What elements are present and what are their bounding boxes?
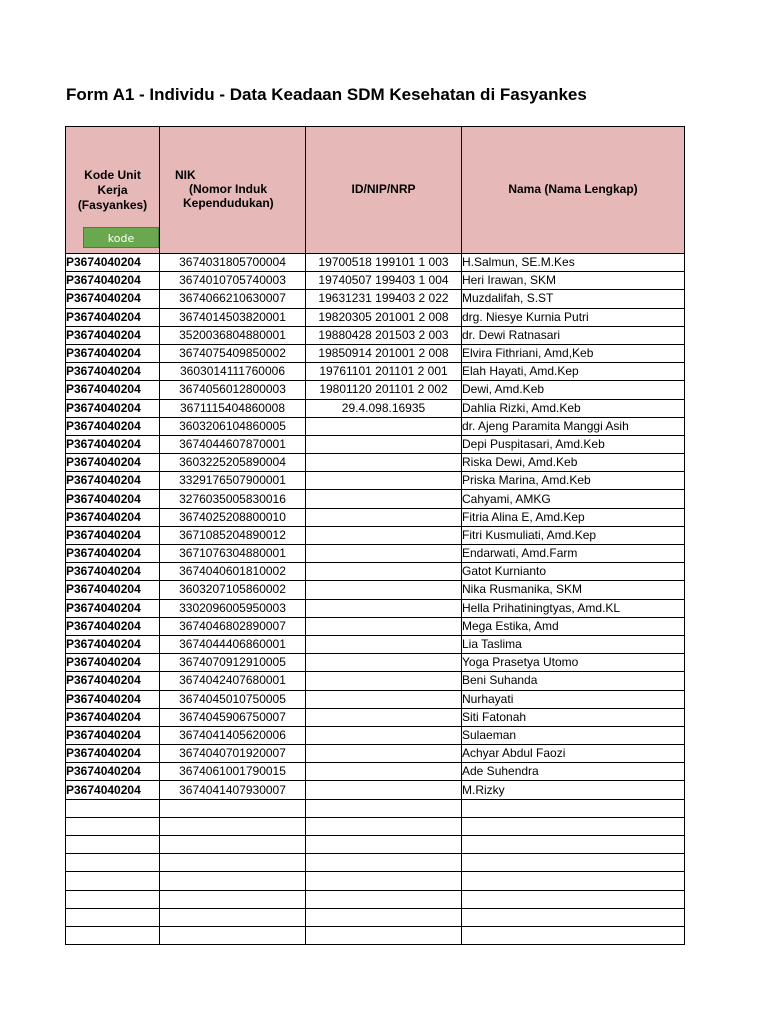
table-row	[66, 454, 685, 472]
kode-cell[interactable]	[66, 854, 160, 872]
kode-cell[interactable]: P3674040204	[66, 435, 160, 453]
nip-cell[interactable]: 19850914 201001 2 008	[306, 344, 462, 362]
table-row	[66, 926, 685, 944]
header-kode-unit	[66, 127, 160, 254]
nama-cell[interactable]: Gatot Kurnianto	[462, 563, 685, 581]
nip-cell[interactable]	[306, 508, 462, 526]
nip-cell[interactable]	[306, 745, 462, 763]
nik-cell[interactable]	[160, 854, 306, 872]
table-row	[66, 563, 685, 581]
nik-cell[interactable]: 3674042407680001	[160, 672, 306, 690]
kode-cell[interactable]: P3674040204	[66, 599, 160, 617]
table-row	[66, 526, 685, 544]
nama-cell[interactable]: Beni Suhanda	[462, 672, 685, 690]
kode-cell[interactable]: P3674040204	[66, 563, 160, 581]
nip-cell[interactable]	[306, 545, 462, 563]
table-row	[66, 508, 685, 526]
nip-cell[interactable]	[306, 872, 462, 890]
header-nip	[306, 127, 462, 254]
nik-cell[interactable]	[160, 926, 306, 944]
nik-cell[interactable]: 3603014111760006	[160, 363, 306, 381]
nik-cell[interactable]: 3674025208800010	[160, 508, 306, 526]
nip-cell[interactable]	[306, 654, 462, 672]
kode-cell[interactable]: P3674040204	[66, 326, 160, 344]
nik-cell[interactable]: 3603206104860005	[160, 417, 306, 435]
table-row	[66, 726, 685, 744]
nik-cell[interactable]: 3671115404860008	[160, 399, 306, 417]
nik-cell[interactable]: 3674010705740003	[160, 272, 306, 290]
nama-cell[interactable]: Achyar Abdul Faozi	[462, 745, 685, 763]
nama-cell[interactable]: H.Salmun, SE.M.Kes	[462, 254, 685, 272]
nip-cell[interactable]	[306, 708, 462, 726]
table-row	[66, 781, 685, 799]
nik-cell[interactable]	[160, 799, 306, 817]
table-row	[66, 654, 685, 672]
table-row	[66, 745, 685, 763]
kode-cell[interactable]: P3674040204	[66, 381, 160, 399]
nik-cell[interactable]: 3674046802890007	[160, 617, 306, 635]
nip-cell[interactable]	[306, 490, 462, 508]
nik-cell[interactable]: 3674040601810002	[160, 563, 306, 581]
nik-cell[interactable]: 3674075409850002	[160, 344, 306, 362]
header-nik	[160, 127, 306, 254]
table-row	[66, 836, 685, 854]
nip-cell[interactable]	[306, 526, 462, 544]
nik-cell[interactable]: 3276035005830016	[160, 490, 306, 508]
kode-cell[interactable]: P3674040204	[66, 344, 160, 362]
kode-cell[interactable]: P3674040204	[66, 708, 160, 726]
kode-cell[interactable]	[66, 799, 160, 817]
header-nama	[462, 127, 685, 254]
header-kode-line-3: (Fasyankes)	[77, 198, 148, 212]
kode-cell[interactable]	[66, 890, 160, 908]
kode-cell[interactable]: P3674040204	[66, 272, 160, 290]
nik-cell[interactable]: 3603225205890004	[160, 454, 306, 472]
kode-cell[interactable]: P3674040204	[66, 745, 160, 763]
header-nik-line-2: (Nomor Induk	[189, 182, 267, 196]
nama-cell[interactable]: Endarwati, Amd.Farm	[462, 545, 685, 563]
table-row	[66, 399, 685, 417]
header-nip-label: ID/NIP/NRP	[351, 182, 416, 196]
nik-cell[interactable]: 3674056012800003	[160, 381, 306, 399]
nik-cell[interactable]	[160, 890, 306, 908]
nip-cell[interactable]	[306, 435, 462, 453]
nip-cell[interactable]: 19880428 201503 2 003	[306, 326, 462, 344]
nip-cell[interactable]	[306, 726, 462, 744]
nip-cell[interactable]: 19820305 201001 2 008	[306, 308, 462, 326]
table-row	[66, 381, 685, 399]
nama-cell[interactable]: Dahlia Rizki, Amd.Keb	[462, 399, 685, 417]
nama-cell[interactable]: M.Rizky	[462, 781, 685, 799]
nama-cell[interactable]	[462, 836, 685, 854]
table-row	[66, 690, 685, 708]
table-row	[66, 254, 685, 272]
nip-cell[interactable]	[306, 472, 462, 490]
table-row	[66, 635, 685, 653]
nama-cell[interactable]: Heri Irawan, SKM	[462, 272, 685, 290]
kode-cell[interactable]: P3674040204	[66, 399, 160, 417]
nik-cell[interactable]	[160, 817, 306, 835]
table-row	[66, 308, 685, 326]
table-row	[66, 799, 685, 817]
nip-cell[interactable]	[306, 890, 462, 908]
nip-cell[interactable]	[306, 635, 462, 653]
table-row	[66, 872, 685, 890]
nip-cell[interactable]	[306, 617, 462, 635]
nama-cell[interactable]: Lia Taslima	[462, 635, 685, 653]
nik-cell[interactable]: 3302096005950003	[160, 599, 306, 617]
nik-cell[interactable]: 3674045010750005	[160, 690, 306, 708]
nama-cell[interactable]	[462, 890, 685, 908]
nama-cell[interactable]: Priska Marina, Amd.Keb	[462, 472, 685, 490]
nip-cell[interactable]: 19631231 199403 2 022	[306, 290, 462, 308]
table-row	[66, 599, 685, 617]
table-row	[66, 326, 685, 344]
kode-cell[interactable]: P3674040204	[66, 472, 160, 490]
nik-cell[interactable]: 3520036804880001	[160, 326, 306, 344]
nip-cell[interactable]	[306, 781, 462, 799]
nama-cell[interactable]	[462, 926, 685, 944]
nama-cell[interactable]: Cahyami, AMKG	[462, 490, 685, 508]
nip-cell[interactable]	[306, 454, 462, 472]
nama-cell[interactable]: Nika Rusmanika, SKM	[462, 581, 685, 599]
kode-cell[interactable]	[66, 926, 160, 944]
kode-cell[interactable]: P3674040204	[66, 254, 160, 272]
table-row	[66, 472, 685, 490]
table-row	[66, 617, 685, 635]
nik-cell[interactable]: 3674014503820001	[160, 308, 306, 326]
nama-cell[interactable]: drg. Niesye Kurnia Putri	[462, 308, 685, 326]
kode-cell[interactable]	[66, 836, 160, 854]
nip-cell[interactable]	[306, 817, 462, 835]
kode-cell[interactable]	[66, 872, 160, 890]
table-row	[66, 581, 685, 599]
nama-cell[interactable]: Dewi, Amd.Keb	[462, 381, 685, 399]
nama-cell[interactable]: Muzdalifah, S.ST	[462, 290, 685, 308]
nama-cell[interactable]: Elah Hayati, Amd.Kep	[462, 363, 685, 381]
nama-cell[interactable]: Mega Estika, Amd	[462, 617, 685, 635]
kode-cell[interactable]: P3674040204	[66, 545, 160, 563]
nik-cell[interactable]	[160, 872, 306, 890]
kode-cell[interactable]: P3674040204	[66, 726, 160, 744]
nama-cell[interactable]: Riska Dewi, Amd.Keb	[462, 454, 685, 472]
nip-cell[interactable]: 19740507 199403 1 004	[306, 272, 462, 290]
nip-cell[interactable]: 19761101 201101 2 001	[306, 363, 462, 381]
kode-cell[interactable]: P3674040204	[66, 417, 160, 435]
nik-cell[interactable]: 3671076304880001	[160, 545, 306, 563]
nama-cell[interactable]: dr. Dewi Ratnasari	[462, 326, 685, 344]
nik-cell[interactable]: 3674040701920007	[160, 745, 306, 763]
nip-cell[interactable]	[306, 581, 462, 599]
nik-cell[interactable]: 3671085204890012	[160, 526, 306, 544]
nik-cell[interactable]	[160, 908, 306, 926]
nama-cell[interactable]: Sulaeman	[462, 726, 685, 744]
nama-cell[interactable]: Fitria Alina E, Amd.Kep	[462, 508, 685, 526]
form-title: Form A1 - Individu - Data Keadaan SDM Kesehatan di Fasyankes	[66, 85, 587, 104]
nik-cell[interactable]: 3674066210630007	[160, 290, 306, 308]
header-nik-line-3: Kependudukan)	[183, 196, 274, 210]
nama-cell[interactable]	[462, 872, 685, 890]
kode-cell[interactable]: P3674040204	[66, 672, 160, 690]
nik-cell[interactable]: 3329176507900001	[160, 472, 306, 490]
table-row	[66, 854, 685, 872]
kode-cell[interactable]: P3674040204	[66, 763, 160, 781]
sdm-table	[65, 126, 685, 945]
nama-cell[interactable]: dr. Ajeng Paramita Manggi Asih	[462, 417, 685, 435]
table-row	[66, 908, 685, 926]
kode-cell[interactable]: P3674040204	[66, 363, 160, 381]
header-kode-line-2: Kerja	[97, 183, 128, 197]
kode-cell[interactable]: P3674040204	[66, 690, 160, 708]
nik-cell[interactable]: 3603207105860002	[160, 581, 306, 599]
nama-cell[interactable]: Depi Puspitasari, Amd.Keb	[462, 435, 685, 453]
nik-cell[interactable]: 3674044607870001	[160, 435, 306, 453]
nik-cell[interactable]: 3674070912910005	[160, 654, 306, 672]
nip-cell[interactable]	[306, 690, 462, 708]
kode-cell[interactable]: P3674040204	[66, 290, 160, 308]
nama-cell[interactable]: Elvira Fithriani, Amd,Keb	[462, 344, 685, 362]
nik-cell[interactable]: 3674031805700004	[160, 254, 306, 272]
table-row	[66, 344, 685, 362]
nama-cell[interactable]: Fitri Kusmuliati, Amd.Kep	[462, 526, 685, 544]
kode-cell[interactable]: P3674040204	[66, 581, 160, 599]
kode-cell[interactable]: P3674040204	[66, 508, 160, 526]
nik-cell[interactable]	[160, 836, 306, 854]
kode-cell[interactable]: P3674040204	[66, 490, 160, 508]
nama-cell[interactable]: Hella Prihatiningtyas, Amd.KL	[462, 599, 685, 617]
nip-cell[interactable]: 19700518 199101 1 003	[306, 254, 462, 272]
table-row	[66, 890, 685, 908]
nip-cell[interactable]	[306, 563, 462, 581]
kode-cell[interactable]: P3674040204	[66, 308, 160, 326]
table-row	[66, 435, 685, 453]
nip-cell[interactable]	[306, 763, 462, 781]
header-nama-label: Nama (Nama Lengkap)	[508, 182, 638, 196]
table-row	[66, 763, 685, 781]
nip-cell[interactable]: 19801120 201101 2 002	[306, 381, 462, 399]
nip-cell[interactable]	[306, 672, 462, 690]
kode-cell[interactable]	[66, 908, 160, 926]
nama-cell[interactable]	[462, 854, 685, 872]
header-nik-line-1: NIK	[175, 168, 196, 182]
nik-cell[interactable]: 3674041405620006	[160, 726, 306, 744]
table-body	[66, 254, 685, 945]
nip-cell[interactable]	[306, 836, 462, 854]
kode-cell[interactable]	[66, 817, 160, 835]
nip-cell[interactable]: 29.4.098.16935	[306, 399, 462, 417]
nip-cell[interactable]	[306, 417, 462, 435]
nama-cell[interactable]	[462, 908, 685, 926]
nip-cell[interactable]	[306, 926, 462, 944]
kode-cell[interactable]: P3674040204	[66, 635, 160, 653]
nip-cell[interactable]	[306, 799, 462, 817]
nik-cell[interactable]: 3674044406860001	[160, 635, 306, 653]
kode-button[interactable]: kode	[83, 227, 159, 248]
nama-cell[interactable]: Ade Suhendra	[462, 763, 685, 781]
nama-cell[interactable]: Nurhayati	[462, 690, 685, 708]
kode-cell[interactable]: P3674040204	[66, 617, 160, 635]
nama-cell[interactable]	[462, 799, 685, 817]
kode-cell[interactable]: P3674040204	[66, 454, 160, 472]
nip-cell[interactable]	[306, 599, 462, 617]
header-kode-line-1: Kode Unit	[84, 168, 141, 182]
table-row	[66, 708, 685, 726]
nama-cell[interactable]: Siti Fatonah	[462, 708, 685, 726]
kode-cell[interactable]: P3674040204	[66, 654, 160, 672]
nip-cell[interactable]	[306, 854, 462, 872]
table-row	[66, 417, 685, 435]
nama-cell[interactable]: Yoga Prasetya Utomo	[462, 654, 685, 672]
table-row	[66, 290, 685, 308]
nik-cell[interactable]: 3674041407930007	[160, 781, 306, 799]
kode-cell[interactable]: P3674040204	[66, 781, 160, 799]
header-row	[66, 127, 685, 254]
table-row	[66, 672, 685, 690]
nik-cell[interactable]: 3674045906750007	[160, 708, 306, 726]
table-row	[66, 545, 685, 563]
table-row	[66, 490, 685, 508]
kode-cell[interactable]: P3674040204	[66, 526, 160, 544]
table-row	[66, 363, 685, 381]
nip-cell[interactable]	[306, 908, 462, 926]
table-row	[66, 272, 685, 290]
nama-cell[interactable]	[462, 817, 685, 835]
table-row	[66, 817, 685, 835]
nik-cell[interactable]: 3674061001790015	[160, 763, 306, 781]
